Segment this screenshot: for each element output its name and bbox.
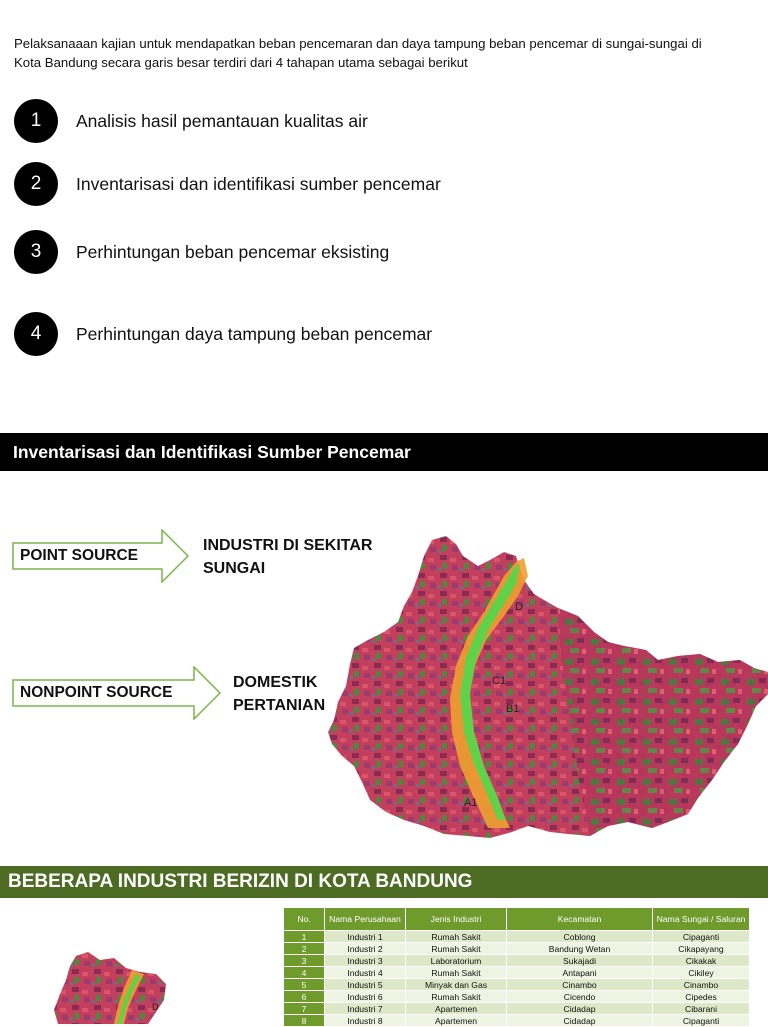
step-text: Perhintungan daya tampung beban pencemar	[76, 323, 433, 344]
cell-no: 7	[284, 1003, 325, 1015]
cell-nama-sungai: Cipedes	[653, 991, 750, 1003]
step-text: Perhintungan beban pencemar eksisting	[76, 241, 390, 262]
cell-jenis-industri: Apartemen	[406, 1015, 507, 1027]
cell-nama-perusahaan: Industri 4	[325, 967, 406, 979]
cell-nama-sungai: Cikiley	[653, 967, 750, 979]
cell-kecamatan: Antapani	[507, 967, 653, 979]
step-2	[14, 162, 441, 206]
cell-nama-sungai: Cipaganti	[653, 1015, 750, 1027]
point-source-line-1: INDUSTRI DI SEKITAR	[203, 537, 373, 554]
table-header-row	[284, 908, 750, 931]
table-row	[284, 943, 750, 955]
step-3	[14, 230, 389, 274]
step-4	[14, 312, 432, 356]
table-row	[284, 1015, 750, 1027]
table-row	[284, 967, 750, 979]
bandung-small-map	[48, 950, 168, 1024]
small-map-label-d: D	[152, 1002, 159, 1012]
nonpoint-source-label: NONPOINT SOURCE	[20, 684, 173, 701]
table-row	[284, 1003, 750, 1015]
map-label-a1: A1	[464, 797, 478, 809]
column-header-nama-sungai: Nama Sungai / Saluran	[653, 908, 750, 931]
point-source-line-2: SUNGAI	[203, 560, 266, 577]
cell-nama-sungai: Cikakak	[653, 955, 750, 967]
cell-nama-sungai: Cikapayang	[653, 943, 750, 955]
cell-no: 8	[284, 1015, 325, 1027]
cell-no: 3	[284, 955, 325, 967]
cell-kecamatan: Cidadap	[507, 1003, 653, 1015]
column-header-jenis-industri: Jenis Industri	[406, 908, 507, 931]
cell-kecamatan: Cinambo	[507, 979, 653, 991]
cell-nama-perusahaan: Industri 8	[325, 1015, 406, 1027]
cell-no: 6	[284, 991, 325, 1003]
industry-table	[283, 907, 750, 1027]
step-number-badge: 3	[14, 230, 58, 274]
bandung-land-use-map	[328, 536, 768, 838]
step-number-badge: 4	[14, 312, 58, 356]
cell-nama-sungai: Cibarani	[653, 1003, 750, 1015]
cell-nama-perusahaan: Industri 6	[325, 991, 406, 1003]
step-1	[14, 99, 368, 143]
column-header-nama-perusahaan: Nama Perusahaan	[325, 908, 406, 931]
table-row	[284, 955, 750, 967]
cell-nama-sungai: Cinambo	[653, 979, 750, 991]
cell-kecamatan: Bandung Wetan	[507, 943, 653, 955]
table-row	[284, 991, 750, 1003]
cell-no: 2	[284, 943, 325, 955]
cell-nama-sungai: Cipaganti	[653, 931, 750, 943]
cell-kecamatan: Cidadap	[507, 1015, 653, 1027]
column-header-no: No.	[284, 908, 325, 931]
step-number-badge: 1	[14, 99, 58, 143]
map-label-b1: B1	[506, 703, 520, 715]
cell-jenis-industri: Laboratorium	[406, 955, 507, 967]
cell-nama-perusahaan: Industri 2	[325, 943, 406, 955]
nonpoint-source-description	[233, 671, 325, 717]
column-header-kecamatan: Kecamatan	[507, 908, 653, 931]
section-title-industri: BEBERAPA INDUSTRI BERIZIN DI KOTA BANDUNG	[0, 866, 768, 898]
cell-jenis-industri: Apartemen	[406, 1003, 507, 1015]
cell-kecamatan: Coblong	[507, 931, 653, 943]
nonpoint-source-line-2: PERTANIAN	[233, 697, 326, 714]
cell-nama-perusahaan: Industri 7	[325, 1003, 406, 1015]
cell-nama-perusahaan: Industri 1	[325, 931, 406, 943]
step-number-badge: 2	[14, 162, 58, 206]
cell-nama-perusahaan: Industri 3	[325, 955, 406, 967]
cell-kecamatan: Cicendo	[507, 991, 653, 1003]
cell-jenis-industri: Rumah Sakit	[406, 991, 507, 1003]
table-row	[284, 979, 750, 991]
section-title-inventarisasi: Inventarisasi dan Identifikasi Sumber Pencemar	[0, 433, 768, 471]
nonpoint-source-line-1: DOMESTIK	[233, 674, 318, 691]
table-row	[284, 931, 750, 943]
point-source-arrow	[12, 529, 190, 583]
step-text: Inventarisasi dan identifikasi sumber pencemar	[76, 173, 441, 194]
cell-nama-perusahaan: Industri 5	[325, 979, 406, 991]
cell-jenis-industri: Rumah Sakit	[406, 931, 507, 943]
cell-no: 1	[284, 931, 325, 943]
map-label-c1: C1	[492, 675, 507, 687]
cell-jenis-industri: Rumah Sakit	[406, 943, 507, 955]
cell-no: 4	[284, 967, 325, 979]
map-label-d: D	[515, 601, 523, 613]
cell-no: 5	[284, 979, 325, 991]
point-source-label: POINT SOURCE	[20, 547, 138, 564]
step-text: Analisis hasil pemantauan kualitas air	[76, 110, 368, 131]
cell-jenis-industri: Minyak dan Gas	[406, 979, 507, 991]
intro-paragraph: Pelaksanaaan kajian untuk mendapatkan beban pencemaran dan daya tampung beban pencemar di sungai-sungai di Kota Bandung secara garis besar terdiri dari 4 tahapan utama sebagai berikut	[14, 36, 702, 70]
nonpoint-source-arrow	[12, 666, 222, 720]
cell-jenis-industri: Rumah Sakit	[406, 967, 507, 979]
cell-kecamatan: Sukajadi	[507, 955, 653, 967]
